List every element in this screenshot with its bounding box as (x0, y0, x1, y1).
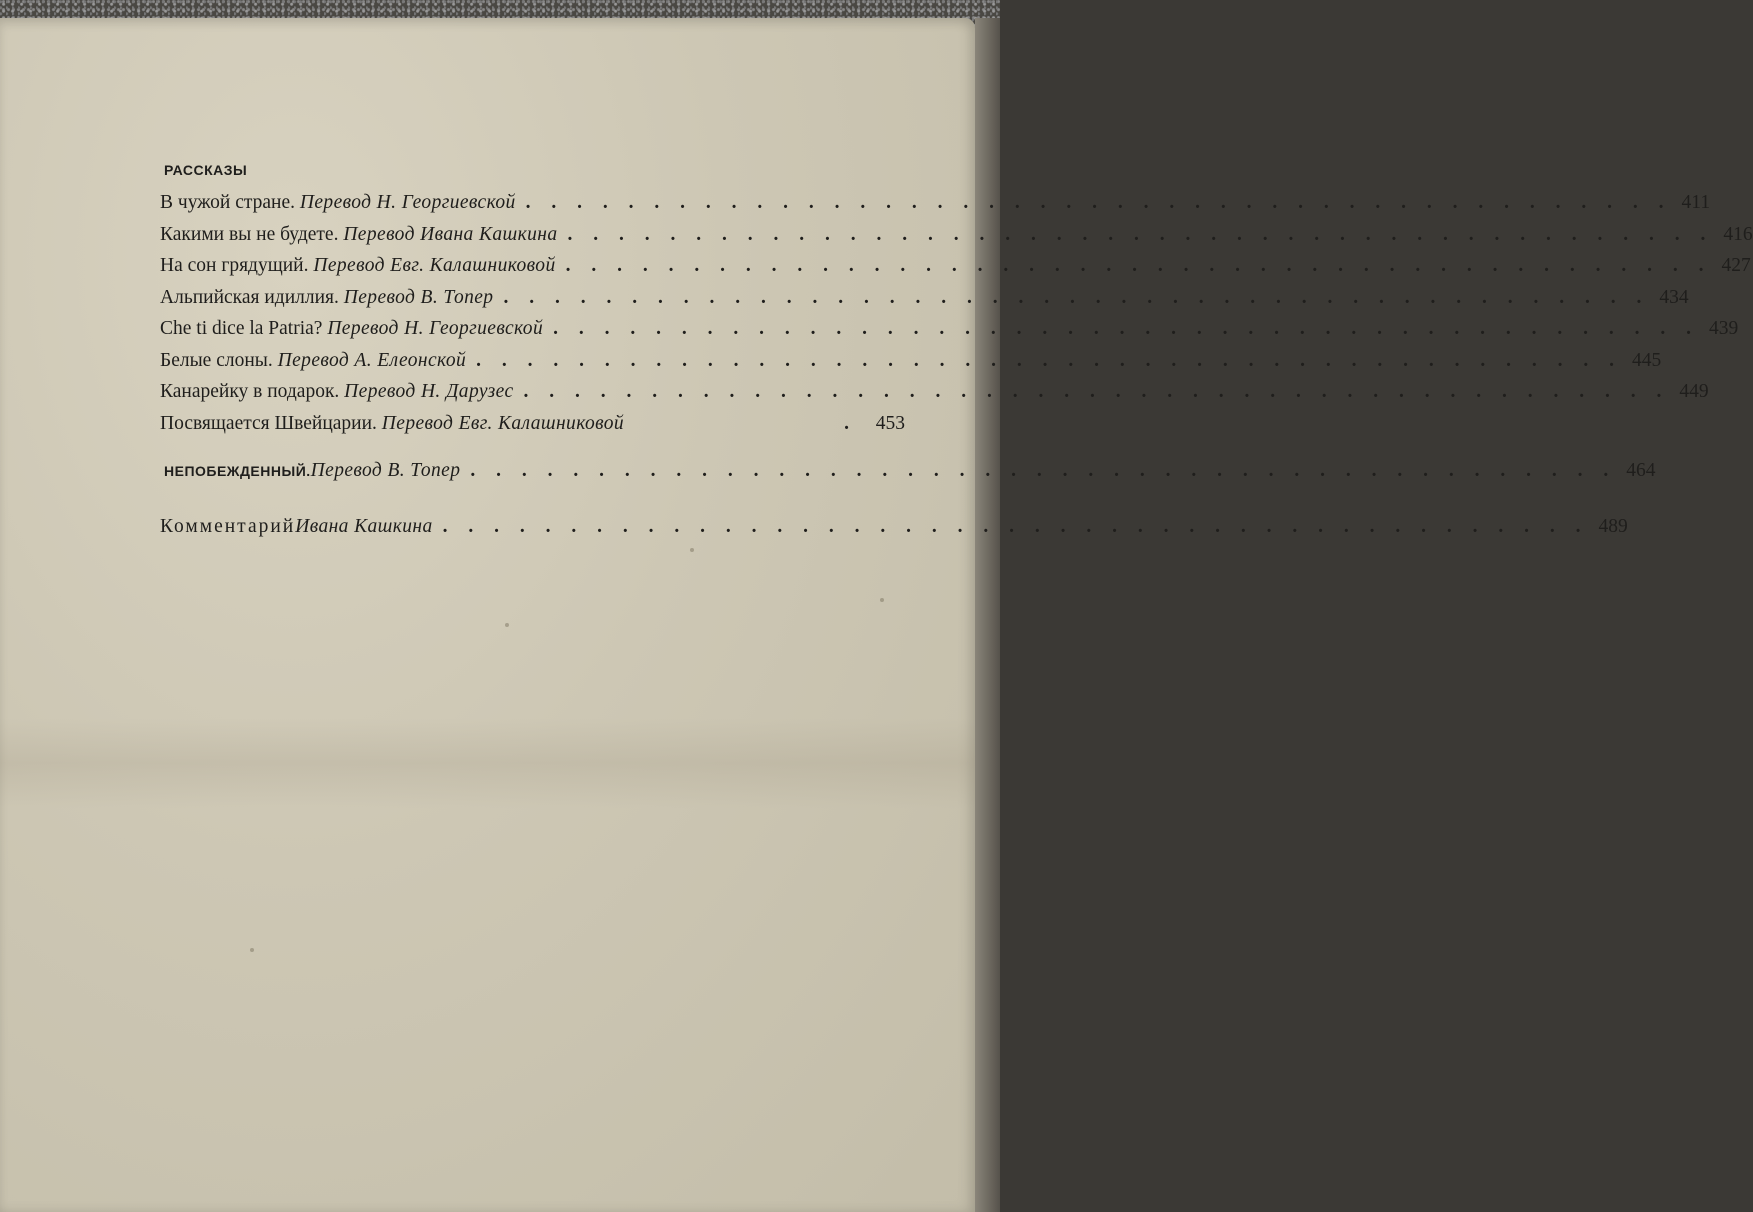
dot-leader: . . . . . . . . . . . . . . . . . . . . . . . . . . . . . . . . . . . . . . . . . . . . . (525, 192, 1672, 213)
paper-speck (250, 948, 254, 952)
toc-entry (160, 381, 1709, 413)
entry-title: Канарейку в подарок. (160, 381, 340, 402)
toc-entry (160, 286, 1689, 319)
toc-entry (160, 192, 1711, 224)
entry-page-number: 453 (875, 412, 905, 434)
dot-leader: . . . . . . . . . . . . . . . . . . . . . . . . . . . . . . . . . . . . . . . . . . . . . (523, 381, 1670, 402)
entry-title: В чужой стране. (160, 192, 296, 213)
page-fold-shadow (0, 718, 975, 808)
novella-translator: Перевод В. Топер (310, 460, 461, 481)
entry-translator: Перевод Ивана Кашкина (343, 223, 558, 245)
toc-entry-commentary (160, 516, 1628, 550)
toc-entry (160, 318, 1739, 350)
dot-leader: . . . . . . . . . . . . . . . . . . . . . . . . . . . . . . . . . . . . . . . . . . . . . (503, 286, 1650, 308)
entry-title: Посвящается Швейцарии. (160, 412, 377, 434)
entry-page-number: 411 (1681, 192, 1711, 213)
entry-translator: Перевод Н. Георгиевской (327, 318, 544, 339)
entry-page-number: 416 (1723, 223, 1753, 245)
dot-leader: . . . . . . . . . . . . . . . . . . . . . . . . . . . . . . . . . . . . . . . . . . . . . (476, 349, 1623, 371)
toc-entry (160, 349, 1662, 382)
entry-translator: Перевод Евг. Калашниковой (313, 255, 556, 276)
section-heading-stories: РАССКАЗЫ (164, 162, 248, 178)
toc-entries-list (160, 192, 1753, 444)
entry-title: Какими вы не будете. (160, 223, 339, 245)
entry-page-number: 449 (1679, 381, 1709, 402)
toc-entry (160, 255, 1751, 287)
entry-page-number: 427 (1721, 255, 1751, 276)
entry-title: Che ti dice la Patria? (160, 318, 323, 339)
entry-page-number: 434 (1659, 286, 1689, 308)
table-of-contents (160, 160, 1753, 550)
novella-title: НЕПОБЕЖДЕННЫЙ. (164, 463, 311, 479)
novella-page-number: 464 (1626, 460, 1656, 481)
paper-speck (505, 623, 509, 627)
entry-title: Альпийская идиллия. (160, 286, 339, 308)
paper-speck (880, 598, 884, 602)
dot-leader: . . . . . . . . . . . . . . . . . . . . . . . . . . . . . . . . . . . . . . . . . . . . . (565, 255, 1712, 276)
entry-translator: Перевод Н. Георгиевской (299, 192, 516, 213)
entry-page-number: 439 (1708, 318, 1739, 339)
commentary-title: Комментарий (160, 516, 296, 537)
entry-page-number: 445 (1632, 349, 1662, 371)
entry-title: Белые слоны. (160, 349, 273, 371)
commentary-author: Ивана Кашкина (295, 516, 433, 537)
dot-leader: . . . . . . . . . . . . . . . . . . . . . . . . . . . . . . . . . . . . . . . . . . . . . (442, 516, 1589, 537)
toc-entry (160, 413, 905, 445)
entry-title: На сон грядущий. (160, 255, 309, 276)
entry-translator: Перевод А. Елеонской (277, 349, 467, 371)
dot-leader: . (844, 412, 857, 434)
commentary-page-number: 489 (1598, 516, 1628, 537)
entry-translator: Перевод Н. Дарузес (344, 381, 514, 402)
dot-leader: . . . . . . . . . . . . . . . . . . . . . . . . . . . . . . . . . . . . . . . . . . . . . (553, 318, 1699, 339)
entry-translator: Перевод В. Топер (343, 286, 494, 308)
toc-entry (160, 223, 1753, 256)
toc-entry-novella (160, 460, 1656, 494)
dot-leader: . . . . . . . . . . . . . . . . . . . . . . . . . . . . . . . . . . . . . . . . . . . . . (567, 223, 1714, 245)
entry-translator: Перевод Евг. Калашниковой (381, 412, 625, 434)
dot-leader: . . . . . . . . . . . . . . . . . . . . . . . . . . . . . . . . . . . . . . . . . . . . . (470, 460, 1617, 481)
